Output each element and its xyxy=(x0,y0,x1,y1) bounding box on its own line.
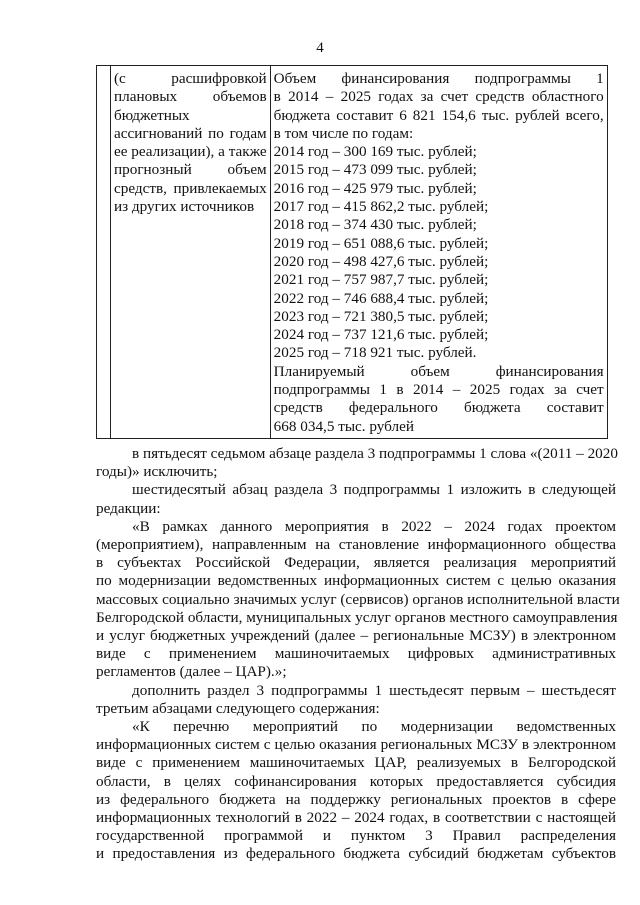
text-line: третьим абзацами следующего содержания: xyxy=(96,699,380,717)
document-body xyxy=(96,445,620,864)
table-label-line: бюджетных xyxy=(114,106,190,124)
text-line: виде с применением машиночитаемых цифровых административных xyxy=(96,645,616,663)
paragraph xyxy=(96,481,616,517)
table-empty-cell xyxy=(97,66,111,439)
table-value-line: 2021 год – 757 987,7 тыс. рублей; xyxy=(273,271,489,289)
funding-table xyxy=(96,65,608,439)
table-value-line: 2022 год – 746 688,4 тыс. рублей; xyxy=(273,289,489,307)
table-value-line: Объем финансирования подпрограммы 1 xyxy=(273,70,604,87)
text-line: регламентов (далее – ЦАР).»; xyxy=(96,663,287,681)
text-line: по модернизации ведомственных информационных систем с целью оказания xyxy=(96,572,616,590)
text-line: информационных технологий в 2022 – 2024 годах, в соответствии с настоящей xyxy=(96,809,616,827)
paragraph xyxy=(96,517,620,682)
text-line: годы)» исключить; xyxy=(96,463,218,481)
text-line: «К перечню мероприятий по модернизации ведомственных xyxy=(132,718,616,736)
table-value-line: бюджета составит 6 821 154,6 тыс. рублей всего, xyxy=(273,106,604,124)
table-value-line: Планируемый объем финансирования xyxy=(273,362,604,380)
text-line: в субъектах Российской Федерации, является реализация мероприятий xyxy=(96,554,616,572)
text-line: дополнить раздел 3 подпрограммы 1 шестьдесят первым – шестьдесят xyxy=(132,681,616,699)
table-value-line: 2016 год – 425 979 тыс. рублей; xyxy=(273,179,477,197)
table-value-line: 2018 год – 374 430 тыс. рублей; xyxy=(273,216,477,234)
text-line: Белгородской области, муниципальных услуг органов местного самоуправления xyxy=(96,608,618,626)
paragraph xyxy=(96,718,616,864)
table-label-line: (с расшифровкой xyxy=(114,70,267,87)
table-value-line: в 2014 – 2025 годах за счет средств областного xyxy=(273,88,604,106)
table-value-line: средств федерального бюджета составит xyxy=(273,399,604,417)
table-label-line: плановых объемов xyxy=(114,88,267,106)
table-label-line: из других источников xyxy=(114,198,255,216)
table-value-cell xyxy=(270,66,607,439)
text-line: государственной программой и пунктом 3 Правил распределения xyxy=(96,827,616,845)
text-line: редакции: xyxy=(96,499,161,517)
text-line: виде с применением машиночитаемых ЦАР, реализуемых в Белгородской xyxy=(96,754,616,772)
table-label-line: ее реализации), а также xyxy=(114,143,267,161)
table-label-line: средств, привлекаемых xyxy=(114,179,267,197)
text-line: в пятьдесят седьмом абзаце раздела 3 подпрограммы 1 слова «(2011 – 2020 xyxy=(132,445,618,462)
text-line: и услуг бюджетных учреждений (далее – региональные МСЗУ) в электронном xyxy=(96,627,616,645)
table-value-line: 668 034,5 тыс. рублей xyxy=(273,417,414,435)
paragraph xyxy=(96,445,616,481)
table-value-line: в том числе по годам: xyxy=(273,124,414,142)
table-label-line: ассигнований по годам xyxy=(114,124,267,142)
text-line: из федерального бюджета на поддержку региональных проектов в сфере xyxy=(96,790,616,808)
table-label-line: прогнозный объем xyxy=(114,161,267,179)
text-line: информационных систем с целью оказания региональных МСЗУ в электронном xyxy=(96,736,616,754)
table-value-line: 2024 год – 737 121,6 тыс. рублей; xyxy=(273,326,489,344)
text-line: и предоставления из федерального бюджета субсидий бюджетам субъектов xyxy=(96,845,616,863)
table-value-line: 2020 год – 498 427,6 тыс. рублей; xyxy=(273,252,489,270)
table-value-line: подпрограммы 1 в 2014 – 2025 годах за счет xyxy=(273,381,604,399)
page-number: 4 xyxy=(316,40,324,56)
table-value-line: 2019 год – 651 088,6 тыс. рублей; xyxy=(273,234,489,252)
table-value-line: 2015 год – 473 099 тыс. рублей; xyxy=(273,161,477,179)
text-line: массовых социально значимых услуг (сервисов) органов исполнительной власти xyxy=(96,590,620,608)
table-value-line: 2023 год – 721 380,5 тыс. рублей; xyxy=(273,307,489,325)
text-line: «В рамках данного мероприятия в 2022 – 2024 годах проектом xyxy=(132,517,616,535)
table-value-line: 2014 год – 300 169 тыс. рублей; xyxy=(273,143,477,161)
text-line: области, в целях софинансирования которых предоставляется субсидия xyxy=(96,772,616,790)
table-value-line: 2017 год – 415 862,2 тыс. рублей; xyxy=(273,198,489,216)
table-row xyxy=(97,66,608,439)
text-line: (мероприятием), направленным на становление информационного общества xyxy=(96,536,616,554)
text-line: шестидесятый абзац раздела 3 подпрограммы 1 изложить в следующей xyxy=(132,481,616,499)
paragraph xyxy=(96,682,616,718)
table-value-line: 2025 год – 718 921 тыс. рублей. xyxy=(273,344,477,362)
table-label-cell xyxy=(111,66,271,439)
